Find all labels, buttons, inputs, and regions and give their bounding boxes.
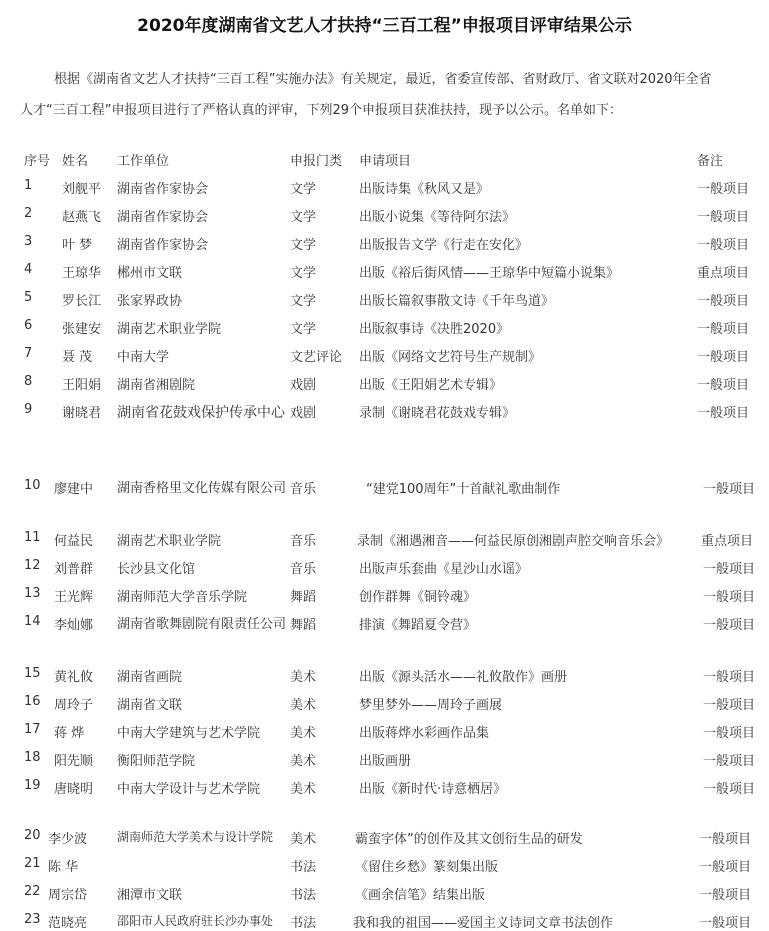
row-no: 23 (24, 912, 41, 927)
row-no: 6 (24, 318, 33, 333)
row-note: 重点项目 (701, 534, 754, 549)
row-project: 《留住乡愁》篆刻集出版 (355, 860, 499, 875)
row-name: 刘普群 (54, 562, 94, 577)
row-project: 创作群舞《铜铃魂》 (359, 590, 477, 605)
row-name: 王光辉 (54, 590, 94, 605)
row-category: 戏剧 (290, 406, 317, 421)
row-note: 一般项目 (697, 294, 750, 309)
row-unit: 中南大学设计与艺术学院 (117, 782, 261, 797)
row-note: 一般项目 (697, 182, 750, 197)
row-name: 王琼华 (62, 266, 102, 281)
row-project: 《画余信笔》结集出版 (355, 888, 486, 903)
row-category: 书法 (290, 888, 317, 903)
row-category: 美术 (290, 754, 317, 769)
row-name: 廖建中 (54, 482, 94, 497)
row-unit: 湖南艺术职业学院 (117, 322, 222, 337)
row-project: 录制《湘遇湘音——何益民原创湘剧声腔交响音乐会》 (357, 534, 670, 549)
row-note: 一般项目 (703, 726, 756, 741)
row-name: 蒋 烨 (54, 726, 85, 741)
row-name: 张建安 (62, 322, 102, 337)
row-category: 文学 (290, 182, 317, 197)
row-unit: 湘潭市文联 (117, 888, 183, 903)
row-unit: 中南大学建筑与艺术学院 (117, 726, 261, 741)
row-no: 18 (24, 750, 41, 765)
row-no: 22 (24, 884, 41, 899)
row-note: 一般项目 (699, 888, 752, 903)
row-no: 9 (24, 402, 33, 417)
row-note: 一般项目 (703, 754, 756, 769)
row-name: 唐晓明 (54, 782, 94, 797)
row-unit: 湖南省湘剧院 (117, 378, 196, 393)
row-unit: 张家界政协 (117, 294, 183, 309)
row-note: 一般项目 (703, 562, 756, 577)
row-no: 17 (24, 722, 41, 737)
row-unit: 湖南省文联 (117, 698, 183, 713)
header-category: 申报门类 (290, 154, 343, 169)
row-name: 聂 茂 (62, 350, 93, 365)
row-name: 谢晓君 (62, 406, 102, 421)
row-project: 霸蛮字体”的创作及其文创衍生品的研发 (355, 832, 583, 847)
row-name: 周宗岱 (48, 888, 88, 903)
row-name: 叶 梦 (62, 238, 93, 253)
row-unit: 长沙县文化馆 (117, 562, 196, 577)
row-project: 出版《新时代·诗意栖居》 (359, 782, 507, 797)
row-project: 排演《舞蹈夏令营》 (359, 618, 477, 633)
row-unit: 湖南省作家协会 (117, 210, 209, 225)
row-category: 舞蹈 (290, 618, 317, 633)
row-project: 出版小说集《等待阿尔法》 (359, 210, 516, 225)
row-name: 陈 华 (48, 860, 79, 875)
row-unit: 邵阳市人民政府驻长沙办事处 (117, 914, 274, 928)
row-no: 19 (24, 778, 41, 793)
row-category: 美术 (290, 670, 317, 685)
row-note: 一般项目 (697, 210, 750, 225)
row-name: 李灿娜 (54, 618, 94, 633)
row-note: 一般项目 (703, 590, 756, 605)
row-unit: 湖南省歌舞剧院有限责任公司 (117, 617, 287, 632)
row-category: 书法 (290, 916, 317, 931)
row-name: 何益民 (54, 534, 94, 549)
row-category: 戏剧 (290, 378, 317, 393)
row-name: 王阳娟 (62, 378, 102, 393)
row-category: 文学 (290, 322, 317, 337)
row-project: 梦里梦外——周玲子画展 (359, 698, 503, 713)
page-title: 2020年度湖南省文艺人才扶持“三百工程”申报项目评审结果公示 (137, 16, 632, 36)
row-name: 罗长江 (62, 294, 102, 309)
row-note: 一般项目 (699, 860, 752, 875)
row-unit: 湖南香格里文化传媒有限公司 (117, 481, 287, 496)
row-project: 出版《裕后街风情——王琼华中短篇小说集》 (359, 266, 620, 281)
row-name: 李少波 (48, 832, 88, 847)
row-category: 文学 (290, 294, 317, 309)
row-no: 10 (24, 478, 41, 493)
row-unit: 湖南师范大学音乐学院 (117, 590, 248, 605)
row-category: 美术 (290, 698, 317, 713)
row-no: 13 (24, 586, 41, 601)
row-no: 3 (24, 234, 33, 249)
row-note: 一般项目 (703, 618, 756, 633)
row-category: 书法 (290, 860, 317, 875)
row-project: 出版声乐套曲《星沙山水谣》 (359, 562, 529, 577)
row-project: 录制《谢晓君花鼓戏专辑》 (359, 406, 516, 421)
row-category: 文学 (290, 266, 317, 281)
row-note: 一般项目 (697, 350, 750, 365)
intro-line-1: 根据《湖南省文艺人才扶持“三百工程”实施办法》有关规定，最近，省委宣传部、省财政厅、省文联对2020年全省 (54, 72, 712, 87)
row-note: 一般项目 (697, 406, 750, 421)
row-note: 一般项目 (697, 238, 750, 253)
row-no: 7 (24, 346, 33, 361)
row-no: 16 (24, 694, 41, 709)
row-category: 音乐 (290, 562, 317, 577)
row-unit: 郴州市文联 (117, 266, 183, 281)
row-category: 文学 (290, 238, 317, 253)
row-no: 1 (24, 178, 33, 193)
header-no: 序号 (24, 154, 51, 169)
row-project: 出版画册 (359, 754, 412, 769)
row-name: 刘舰平 (62, 182, 102, 197)
row-no: 11 (24, 530, 41, 545)
row-name: 范晓亮 (48, 916, 88, 931)
row-note: 一般项目 (703, 670, 756, 685)
row-project: 出版叙事诗《决胜2020》 (359, 322, 510, 337)
row-category: 美术 (290, 832, 317, 847)
row-unit: 湖南师范大学美术与设计学院 (117, 830, 274, 844)
row-category: 音乐 (290, 534, 317, 549)
row-category: 美术 (290, 726, 317, 741)
row-category: 文艺评论 (290, 350, 343, 365)
row-category: 文学 (290, 210, 317, 225)
row-note: 重点项目 (697, 266, 750, 281)
row-name: 赵燕飞 (62, 210, 102, 225)
header-note: 备注 (697, 154, 724, 169)
row-unit: 衡阳师范学院 (117, 754, 196, 769)
row-note: 一般项目 (703, 482, 756, 497)
row-name: 阳先顺 (54, 754, 94, 769)
row-no: 12 (24, 558, 41, 573)
intro-line-2: 人才“三百工程”申报项目进行了严格认真的评审，下列29个申报项目获准扶持，现予以公示。名单如下： (20, 103, 623, 118)
row-project: 出版诗集《秋风又是》 (359, 182, 490, 197)
row-project: 出版《王阳娟艺术专辑》 (359, 378, 503, 393)
row-unit: 湖南艺术职业学院 (117, 534, 222, 549)
row-category: 美术 (290, 782, 317, 797)
row-no: 4 (24, 262, 33, 277)
row-project: 出版蒋烨水彩画作品集 (359, 726, 490, 741)
row-no: 14 (24, 614, 41, 629)
row-unit: 湖南省画院 (117, 670, 183, 685)
row-no: 5 (24, 290, 33, 305)
header-project: 申请项目 (359, 154, 412, 169)
row-unit: 湖南省作家协会 (117, 182, 209, 197)
table-header (0, 150, 769, 170)
row-note: 一般项目 (703, 698, 756, 713)
row-project: “建党100周年”十首献礼歌曲制作 (366, 482, 561, 497)
row-project: 出版长篇叙事散文诗《千年鸟道》 (359, 294, 555, 309)
row-no: 2 (24, 206, 33, 221)
row-note: 一般项目 (697, 322, 750, 337)
row-no: 8 (24, 374, 33, 389)
row-no: 20 (24, 828, 41, 843)
row-category: 音乐 (290, 482, 317, 497)
row-unit: 湖南省花鼓戏保护传承中心 (117, 405, 285, 421)
row-name: 黄礼攸 (54, 670, 94, 685)
row-unit: 中南大学 (117, 350, 170, 365)
row-project: 出版报告文学《行走在安化》 (359, 238, 529, 253)
row-name: 周玲子 (54, 698, 94, 713)
row-no: 15 (24, 666, 41, 681)
row-category: 舞蹈 (290, 590, 317, 605)
row-project: 出版《网络文艺符号生产规制》 (359, 350, 542, 365)
row-note: 一般项目 (699, 832, 752, 847)
header-unit: 工作单位 (117, 154, 170, 169)
row-unit: 湖南省作家协会 (117, 238, 209, 253)
row-project: 我和我的祖国——爱国主义诗词文章书法创作 (353, 916, 614, 931)
header-name: 姓名 (62, 154, 89, 169)
row-note: 一般项目 (697, 378, 750, 393)
row-project: 出版《源头活水——礼攸散作》画册 (359, 670, 568, 685)
row-no: 21 (24, 856, 41, 871)
row-note: 一般项目 (699, 916, 752, 931)
row-note: 一般项目 (703, 782, 756, 797)
